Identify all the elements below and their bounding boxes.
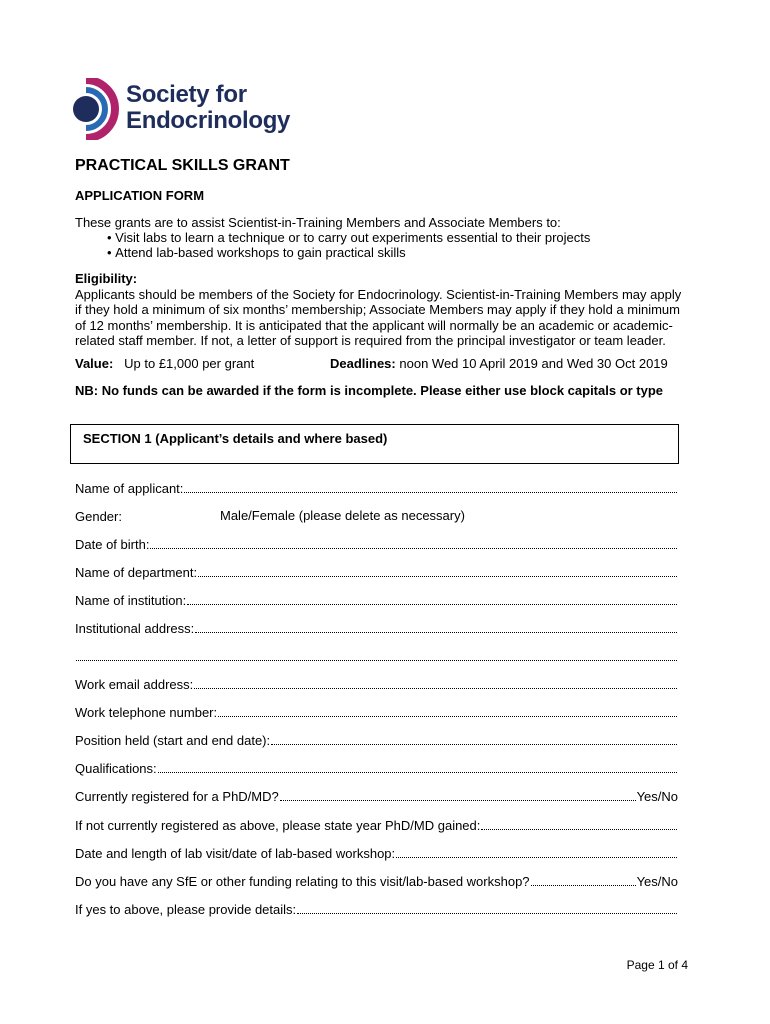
other-funding-field[interactable] bbox=[75, 873, 678, 889]
page-number: Page 1 of 4 bbox=[626, 958, 688, 972]
fill-line[interactable] bbox=[396, 857, 677, 858]
fill-line[interactable] bbox=[150, 548, 677, 549]
field-label: Gender: bbox=[75, 509, 122, 524]
bullet-item: • Visit labs to learn a technique or to carry out experiments essential to their projects bbox=[107, 230, 695, 245]
intro-text: These grants are to assist Scientist-in-Training Members and Associate Members to: bbox=[75, 215, 561, 230]
value-label: Value: bbox=[75, 356, 114, 371]
qualifications-field[interactable] bbox=[75, 760, 678, 776]
field-label: Work email address: bbox=[75, 677, 194, 692]
logo-text bbox=[126, 82, 290, 134]
gender-options[interactable]: Male/Female (please delete as necessary) bbox=[220, 508, 465, 523]
bullet-item: • Attend lab-based workshops to gain practical skills bbox=[107, 245, 695, 260]
yes-no-choice[interactable]: Yes/No bbox=[636, 874, 678, 889]
field-label: Date of birth: bbox=[75, 537, 150, 552]
fill-line[interactable] bbox=[184, 492, 677, 493]
section-1-header bbox=[70, 424, 679, 464]
logo-emblem-icon bbox=[72, 78, 124, 140]
gender-field[interactable] bbox=[75, 508, 678, 524]
fill-line[interactable] bbox=[195, 632, 677, 633]
field-label: Name of applicant: bbox=[75, 481, 184, 496]
field-label: If yes to above, please provide details: bbox=[75, 902, 297, 917]
field-label: Institutional address: bbox=[75, 621, 195, 636]
value-text: Up to £1,000 per grant bbox=[124, 356, 255, 371]
page-title: PRACTICAL SKILLS GRANT bbox=[75, 157, 290, 174]
form-subtitle: APPLICATION FORM bbox=[75, 188, 205, 203]
email-field[interactable] bbox=[75, 676, 678, 692]
field-label: Work telephone number: bbox=[75, 705, 218, 720]
fill-line[interactable] bbox=[158, 772, 677, 773]
field-label: Name of department: bbox=[75, 565, 198, 580]
fill-line[interactable] bbox=[198, 576, 677, 577]
applicant-name-field[interactable] bbox=[75, 480, 678, 496]
funding-details-field[interactable] bbox=[75, 901, 678, 917]
phone-field[interactable] bbox=[75, 704, 678, 720]
fill-line[interactable] bbox=[297, 913, 677, 914]
logo-line-1: Society for bbox=[126, 81, 247, 108]
field-label: Position held (start and end date): bbox=[75, 733, 271, 748]
fill-line[interactable] bbox=[194, 688, 677, 689]
deadlines-text: noon Wed 10 April 2019 and Wed 30 Oct 2019 bbox=[399, 356, 668, 371]
field-label: Date and length of lab visit/date of lab-based workshop: bbox=[75, 846, 396, 861]
address-field-continued[interactable] bbox=[75, 648, 678, 664]
eligibility-text: Applicants should be members of the Society for Endocrinology. Scientist-in-Training Members may apply if they hold a minimum of six months’ membership; Associate Members may apply if they hold a minimum of 12 months’ membership. It is anticipated that the applicant will normally be an academic or academic-related staff member. If not, a letter of support is required from the principal investigator or team leader. bbox=[75, 286, 682, 348]
deadlines bbox=[330, 356, 668, 371]
fill-line[interactable] bbox=[271, 744, 677, 745]
field-label: Qualifications: bbox=[75, 761, 157, 776]
fill-line[interactable] bbox=[187, 604, 677, 605]
field-label: Currently registered for a PhD/MD? bbox=[75, 789, 279, 804]
eligibility-heading: Eligibility: bbox=[75, 271, 138, 286]
phd-registered-field[interactable] bbox=[75, 788, 678, 804]
lab-visit-field[interactable] bbox=[75, 845, 678, 861]
section-1-heading: SECTION 1 (Applicant’s details and where based) bbox=[83, 431, 388, 446]
yes-no-choice[interactable]: Yes/No bbox=[636, 789, 678, 804]
eligibility-block bbox=[75, 271, 683, 349]
society-logo bbox=[72, 78, 312, 142]
logo-line-2: Endocrinology bbox=[126, 107, 291, 134]
intro-bullets bbox=[107, 230, 695, 260]
fill-line[interactable] bbox=[481, 829, 677, 830]
fill-line bbox=[280, 800, 636, 801]
fill-line bbox=[531, 885, 636, 886]
department-field[interactable] bbox=[75, 564, 678, 580]
fill-line[interactable] bbox=[76, 660, 677, 661]
intro-block bbox=[75, 215, 695, 260]
field-label: Do you have any SfE or other funding relating to this visit/lab-based workshop? bbox=[75, 874, 530, 889]
deadlines-label: Deadlines: bbox=[330, 356, 396, 371]
address-field[interactable] bbox=[75, 620, 678, 636]
fill-line[interactable] bbox=[218, 716, 677, 717]
phd-year-field[interactable] bbox=[75, 817, 678, 833]
value-row bbox=[75, 356, 685, 371]
field-label: If not currently registered as above, please state year PhD/MD gained: bbox=[75, 818, 481, 833]
dob-field[interactable] bbox=[75, 536, 678, 552]
field-label: Name of institution: bbox=[75, 593, 187, 608]
position-field[interactable] bbox=[75, 732, 678, 748]
nb-notice: NB: No funds can be awarded if the form is incomplete. Please either use block capitals or type bbox=[75, 383, 664, 398]
institution-field[interactable] bbox=[75, 592, 678, 608]
